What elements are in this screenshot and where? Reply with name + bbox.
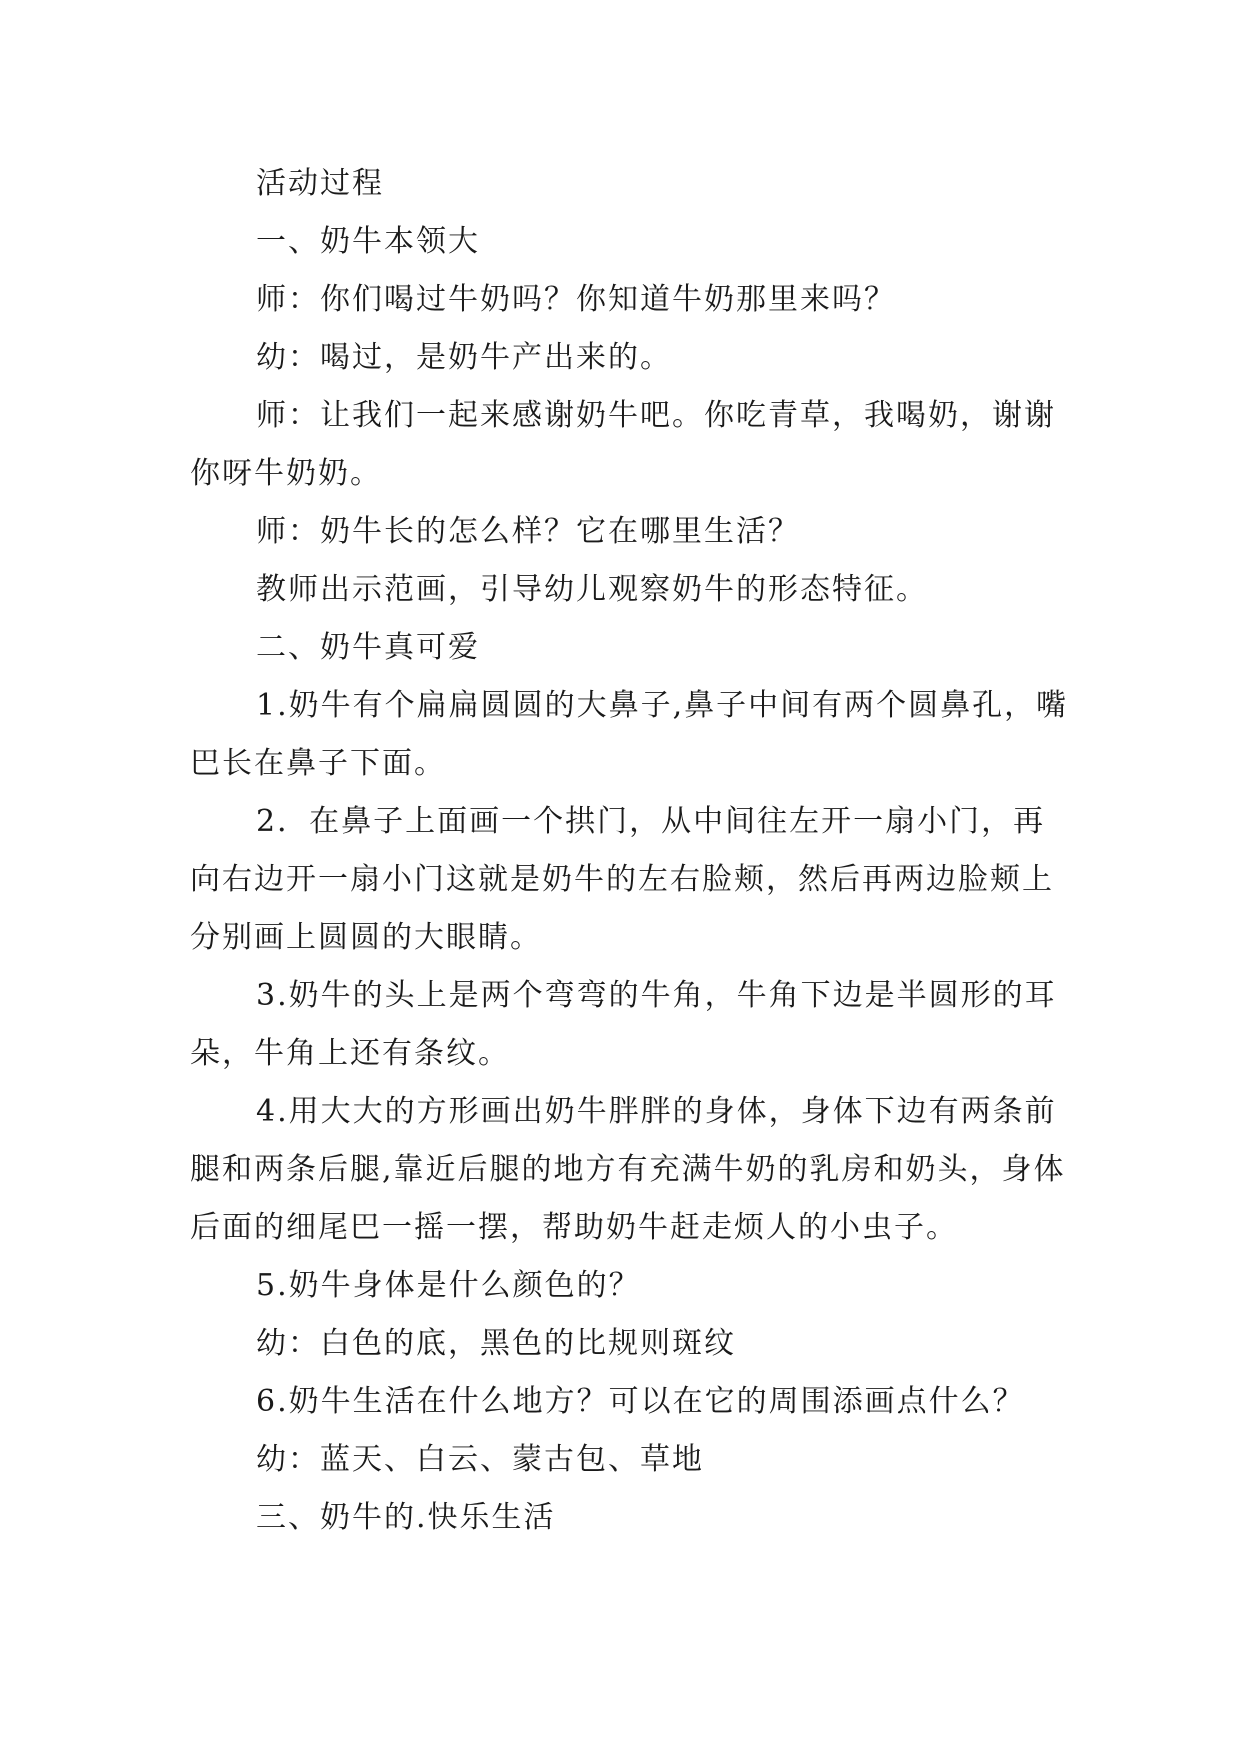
document-body	[190, 155, 1070, 1547]
paragraph-child-answer-3: 幼：蓝天、白云、蒙古包、草地	[256, 1442, 704, 1477]
paragraph-step-2: 2．在鼻子上面画一个拱门，从中间往左开一扇小门，再向右边开一扇小门这就是奶牛的左右脸颊，然后再两边脸颊上分别画上圆圆的大眼睛。	[190, 804, 1054, 955]
paragraph-step-6: 6.奶牛生活在什么地方？可以在它的周围添画点什么？	[256, 1384, 1025, 1419]
paragraph-teacher-question-2: 师：奶牛长的怎么样？它在哪里生活？	[256, 514, 800, 549]
paragraph-activity-process: 活动过程	[256, 166, 384, 201]
paragraph-teacher-thanks: 师：让我们一起来感谢奶牛吧。你吃青草，我喝奶，谢谢你呀牛奶奶。	[190, 398, 1056, 491]
section-heading-1: 一、奶牛本领大	[256, 224, 480, 259]
paragraph-teacher-question-1: 师：你们喝过牛奶吗？你知道牛奶那里来吗？	[256, 282, 896, 317]
paragraph-step-3: 3.奶牛的头上是两个弯弯的牛角，牛角下边是半圆形的耳朵，牛角上还有条纹。	[190, 978, 1057, 1071]
paragraph-child-answer-2: 幼：白色的底，黑色的比规则斑纹	[256, 1326, 736, 1361]
paragraph-child-answer-1: 幼：喝过，是奶牛产出来的。	[256, 340, 672, 375]
section-heading-3: 三、奶牛的.快乐生活	[256, 1500, 556, 1535]
paragraph-step-4: 4.用大大的方形画出奶牛胖胖的身体，身体下边有两条前腿和两条后腿,靠近后腿的地方有充满牛奶的乳房和奶头，身体后面的细尾巴一摇一摆，帮助奶牛赶走烦人的小虫子。	[190, 1094, 1066, 1245]
section-heading-2: 二、奶牛真可爱	[256, 630, 480, 665]
paragraph-teacher-demo: 教师出示范画，引导幼儿观察奶牛的形态特征。	[256, 572, 928, 607]
paragraph-step-1: 1.奶牛有个扁扁圆圆的大鼻子,鼻子中间有两个圆鼻孔，嘴巴长在鼻子下面。	[190, 688, 1069, 781]
paragraph-step-5: 5.奶牛身体是什么颜色的？	[256, 1268, 641, 1303]
